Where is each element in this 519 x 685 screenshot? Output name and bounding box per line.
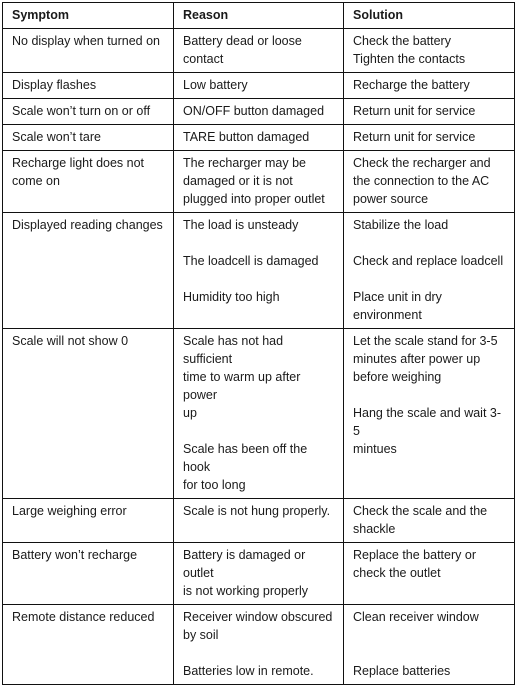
reason-block [183,546,335,600]
reason-text: time to warm up after power [183,370,301,402]
solution-text: Stabilize the load [353,218,449,232]
table-header-row [3,3,515,29]
solution-cell [344,73,515,99]
reason-text: for too long [183,478,246,492]
troubleshooting-table-container [2,2,515,685]
table-row [3,125,515,151]
solution-text: shackle [353,522,396,536]
solution-cell [344,605,515,685]
reason-text: Scale has not had sufficient [183,334,284,366]
solution-cell [344,499,515,543]
symptom-cell [3,99,174,125]
solution-block [353,288,506,324]
reason-text: up [183,406,197,420]
reason-cell [174,151,344,213]
solution-text: power source [353,192,429,206]
symptom-cell [3,543,174,605]
reason-text: The loadcell is damaged [183,254,319,268]
solution-block [353,128,506,146]
symptom-text: come on [12,174,60,188]
solution-cell [344,29,515,73]
header-reason: Reason [174,3,344,29]
symptom-cell [3,605,174,685]
table-row [3,213,515,329]
reason-block [183,608,335,644]
solution-text: Tighten the contacts [353,52,466,66]
solution-block [353,216,506,234]
reason-cell [174,125,344,151]
symptom-text: Battery won’t recharge [12,548,138,562]
solution-cell [344,213,515,329]
reason-text: ON/OFF button damaged [183,104,325,118]
solution-text: Replace batteries [353,664,451,678]
reason-text: Batteries low in remote. [183,664,314,678]
solution-cell [344,543,515,605]
reason-cell [174,213,344,329]
reason-block [183,440,335,494]
solution-block [353,644,506,680]
symptom-text: Remote distance reduced [12,610,155,624]
solution-cell [344,151,515,213]
solution-text: Check the battery [353,34,451,48]
solution-text: environment [353,308,422,322]
reason-block [183,76,335,94]
reason-cell [174,29,344,73]
solution-text: before weighing [353,370,442,384]
solution-text: Recharge the battery [353,78,470,92]
solution-cell [344,125,515,151]
reason-text: Scale has been off the hook [183,442,308,474]
solution-block [353,332,506,386]
symptom-cell [3,125,174,151]
symptom-cell [3,29,174,73]
reason-cell [174,499,344,543]
table-row [3,99,515,125]
symptom-text: Scale won’t tare [12,130,101,144]
solution-text: Check the recharger and [353,156,491,170]
solution-block [353,76,506,94]
reason-text: by soil [183,628,219,642]
symptom-cell [3,329,174,499]
reason-cell [174,605,344,685]
reason-text: Battery is damaged or outlet [183,548,306,580]
solution-block [353,608,506,626]
solution-text: minutes after power up [353,352,481,366]
table-row [3,329,515,499]
solution-text: Replace the battery or [353,548,476,562]
reason-text: Scale is not hung properly. [183,504,331,518]
symptom-text: No display when turned on [12,34,161,48]
solution-text: Return unit for service [353,130,476,144]
reason-text: TARE button damaged [183,130,310,144]
reason-cell [174,329,344,499]
symptom-text: Scale won’t turn on or off [12,104,151,118]
symptom-cell [3,151,174,213]
symptom-cell [3,213,174,329]
solution-text: Clean receiver window [353,610,479,624]
reason-block [183,288,335,306]
reason-text: plugged into proper outlet [183,192,325,206]
solution-block [353,502,506,538]
table-body [3,29,515,685]
symptom-cell [3,73,174,99]
symptom-text: Display flashes [12,78,97,92]
table-row [3,73,515,99]
header-symptom: Symptom [3,3,174,29]
header-solution: Solution [344,3,515,29]
solution-block [353,252,506,270]
solution-text: Place unit in dry [353,290,442,304]
reason-text: damaged or it is not [183,174,293,188]
reason-cell [174,73,344,99]
troubleshooting-table [2,2,515,685]
reason-text: The recharger may be [183,156,306,170]
solution-text: the connection to the AC [353,174,490,188]
solution-block [353,32,506,68]
reason-block [183,102,335,120]
reason-text: contact [183,52,224,66]
reason-block [183,502,335,520]
table-row [3,151,515,213]
symptom-text: Scale will not show 0 [12,334,129,348]
solution-text: Hang the scale and wait 3-5 [353,406,502,438]
solution-cell [344,99,515,125]
symptom-cell [3,499,174,543]
reason-cell [174,99,344,125]
symptom-text: Large weighing error [12,504,127,518]
reason-cell [174,543,344,605]
table-row [3,605,515,685]
symptom-text: Recharge light does not [12,156,145,170]
reason-block [183,332,335,422]
table-row [3,543,515,605]
solution-cell [344,329,515,499]
solution-text: check the outlet [353,566,441,580]
reason-block [183,128,335,146]
solution-text: Let the scale stand for 3-5 [353,334,498,348]
solution-text: Check the scale and the [353,504,488,518]
table-row [3,499,515,543]
solution-text: Check and replace loadcell [353,254,504,268]
reason-block [183,154,335,208]
table-row [3,29,515,73]
reason-text: Battery dead or loose [183,34,302,48]
solution-block [353,546,506,582]
solution-text: Return unit for service [353,104,476,118]
reason-text: The load is unsteady [183,218,299,232]
reason-block [183,32,335,68]
reason-text: Receiver window obscured [183,610,333,624]
solution-block [353,154,506,208]
solution-text: mintues [353,442,397,456]
solution-block [353,404,506,458]
solution-text [353,644,506,662]
reason-text: is not working properly [183,584,309,598]
reason-block [183,252,335,270]
symptom-text: Displayed reading changes [12,218,163,232]
solution-block [353,102,506,120]
reason-text: Low battery [183,78,248,92]
reason-text: Humidity too high [183,290,280,304]
reason-block [183,216,335,234]
